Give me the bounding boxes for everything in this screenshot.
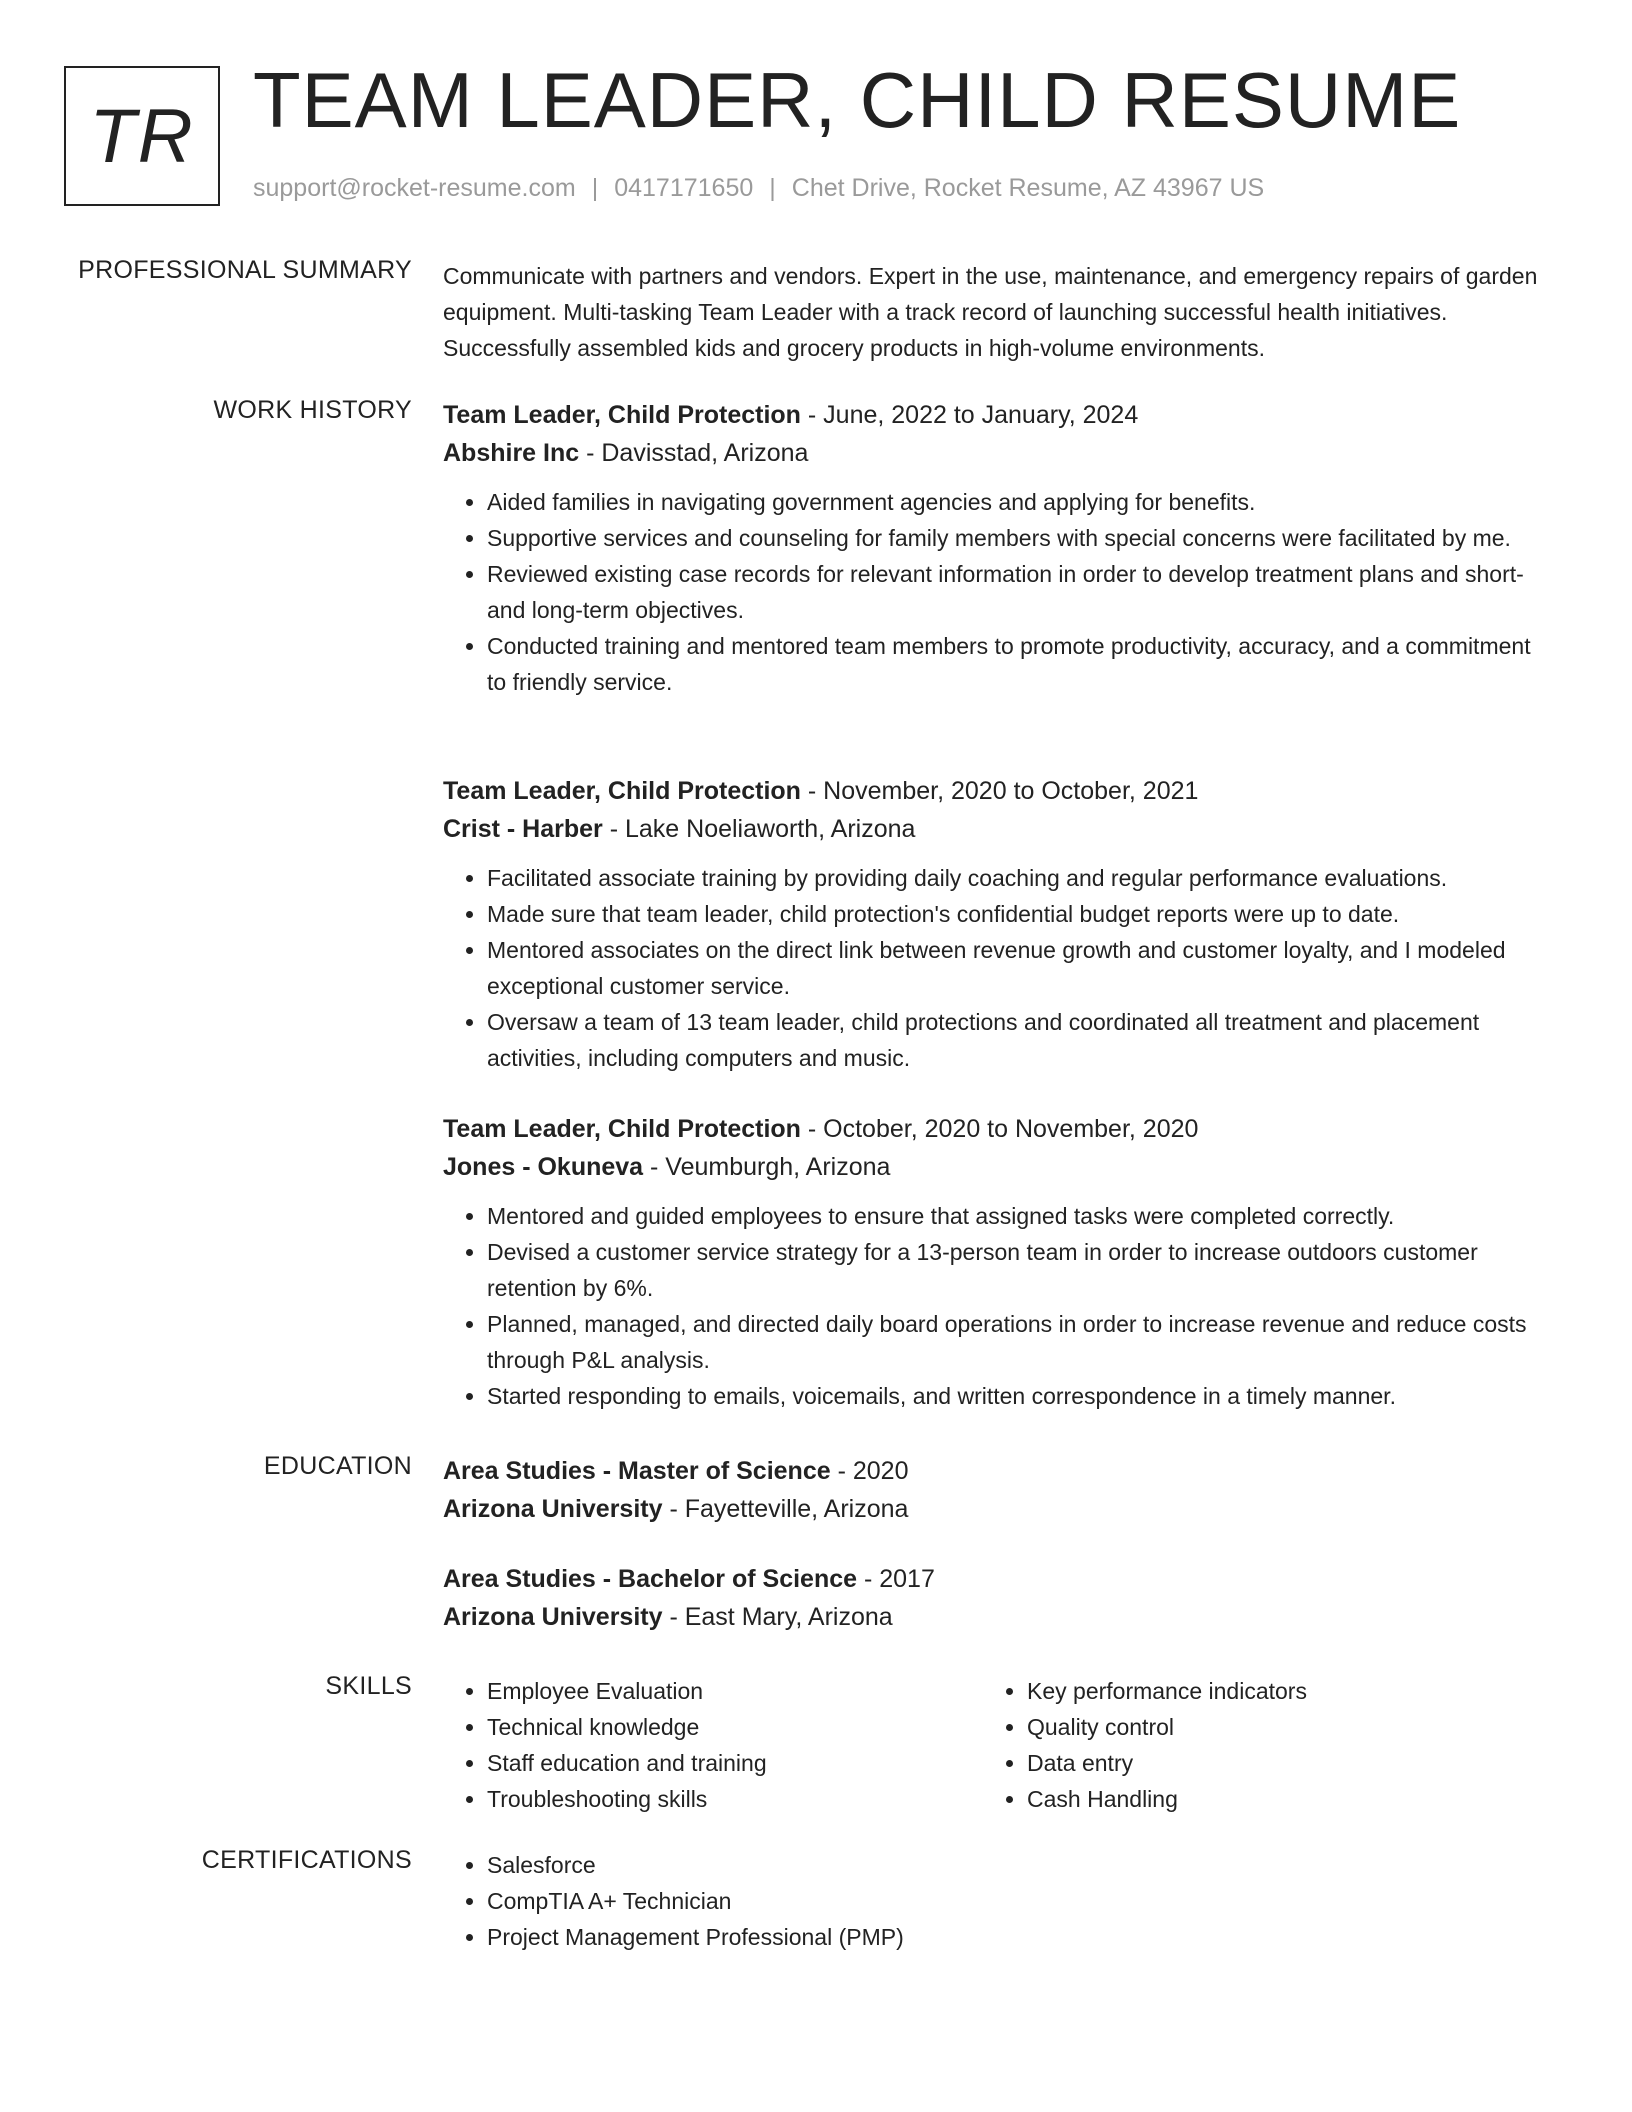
job-bullet: • Mentored associates on the direct link between revenue growth and customer loyalty, and I modeled exceptional customer service. [487, 932, 1555, 1004]
certification-item: • Salesforce [487, 1847, 1555, 1883]
education-entry [443, 1560, 935, 1636]
school-name: Arizona University [443, 1603, 663, 1631]
school-name: Arizona University [443, 1495, 663, 1523]
degree-year: - 2020 [830, 1457, 909, 1485]
company-name: Abshire Inc [443, 439, 580, 467]
skill-item: • Employee Evaluation [487, 1673, 987, 1709]
degree-year: - 2017 [857, 1565, 935, 1593]
monogram-box [64, 66, 220, 206]
company-location: - Lake Noeliaworth, Arizona [602, 815, 916, 843]
school-location: - East Mary, Arizona [662, 1603, 893, 1631]
job-bullet: • Reviewed existing case records for relevant information in order to develop treatment plans and short- and long-term objectives. [487, 556, 1555, 628]
job-title-line [443, 396, 1555, 434]
skills-list-left [443, 1673, 987, 1817]
job-bullet: • Planned, managed, and directed daily board operations in order to increase revenue and reduce costs through P&L analysis. [487, 1306, 1555, 1378]
company-name: Crist - Harber [443, 815, 603, 843]
contact-address: Chet Drive, Rocket Resume, AZ 43967 US [791, 174, 1265, 202]
job-bullet: • Mentored and guided employees to ensure that assigned tasks were completed correctly. [487, 1198, 1555, 1234]
section-label-skills: SKILLS [325, 1672, 412, 1700]
job-bullet: • Devised a customer service strategy for a 13-person team in order to increase outdoors customer retention by 6%. [487, 1234, 1555, 1306]
contact-phone[interactable]: 0417171650 [614, 174, 754, 202]
company-location: - Veumburgh, Arizona [643, 1153, 891, 1181]
job-bullet: • Conducted training and mentored team members to promote productivity, accuracy, and a commitment to friendly service. [487, 628, 1555, 700]
school-line [443, 1598, 935, 1636]
job-dates: - October, 2020 to November, 2020 [800, 1115, 1199, 1143]
certifications-list [443, 1847, 1555, 1955]
job-bullet: • Made sure that team leader, child protection's confidential budget reports were up to date. [487, 896, 1555, 932]
skill-item: • Quality control [1027, 1709, 1527, 1745]
skills-columns [443, 1673, 1555, 1817]
degree-line [443, 1452, 1555, 1490]
job-entry [443, 396, 1555, 700]
job-bullet: • Oversaw a team of 13 team leader, child protections and coordinated all treatment and placement activities, including computers and music. [487, 1004, 1555, 1076]
skill-item: • Data entry [1027, 1745, 1527, 1781]
certification-item: • CompTIA A+ Technician [487, 1883, 1555, 1919]
company-line [443, 1148, 1555, 1186]
job-bullets [443, 484, 1555, 700]
education-entry [443, 1452, 1555, 1528]
company-line [443, 434, 1555, 472]
contact-separator: | [591, 174, 599, 202]
job-title-line [443, 1110, 1555, 1148]
contact-separator: | [769, 174, 776, 202]
job-bullet: • Aided families in navigating government agencies and applying for benefits. [487, 484, 1555, 520]
school-location: - Fayetteville, Arizona [662, 1495, 909, 1523]
resume-title: TEAM LEADER, CHILD RESUME [253, 56, 1462, 144]
job-bullet: • Supportive services and counseling for family members with special concerns were facilitated by me. [487, 520, 1555, 556]
degree-name: Area Studies - Bachelor of Science [443, 1565, 858, 1593]
job-title: Team Leader, Child Protection [443, 1115, 801, 1143]
section-label-work-history: WORK HISTORY [213, 396, 412, 424]
section-label-certifications: CERTIFICATIONS [201, 1846, 412, 1874]
section-label-summary: PROFESSIONAL SUMMARY [78, 256, 412, 284]
job-bullet: • Started responding to emails, voicemails, and written correspondence in a timely manner. [487, 1378, 1555, 1414]
job-title: Team Leader, Child Protection [443, 777, 801, 805]
job-bullet: • Facilitated associate training by providing daily coaching and regular performance evaluations. [487, 860, 1555, 896]
section-label-education: EDUCATION [263, 1452, 412, 1480]
degree-name: Area Studies - Master of Science [443, 1457, 831, 1485]
skill-item: • Troubleshooting skills [487, 1781, 987, 1817]
summary-text: Communicate with partners and vendors. Expert in the use, maintenance, and emergency repairs of garden equipment. Multi-tasking Team Leader with a track record of launching successful health initiatives. Successfully assembled kids and grocery products in high-volume environments. [443, 263, 1538, 361]
job-bullets [443, 1198, 1555, 1414]
skill-item: • Cash Handling [1027, 1781, 1527, 1817]
job-title-line [443, 772, 1555, 810]
skills-list-right [983, 1673, 1527, 1817]
job-dates: - November, 2020 to October, 2021 [800, 777, 1199, 805]
skill-item: • Key performance indicators [1027, 1673, 1527, 1709]
degree-line [443, 1560, 935, 1598]
contact-email[interactable]: support@rocket-resume.com [253, 174, 576, 202]
job-entry [443, 1110, 1555, 1414]
job-bullets [443, 860, 1555, 1076]
contact-line [253, 174, 1264, 203]
skill-item: • Staff education and training [487, 1745, 987, 1781]
company-location: - Davisstad, Arizona [579, 439, 809, 467]
school-line [443, 1490, 1555, 1528]
company-line [443, 810, 1555, 848]
skill-item: • Technical knowledge [487, 1709, 987, 1745]
monogram-initials: TR [89, 93, 195, 179]
job-entry [443, 772, 1555, 1076]
certification-item: • Project Management Professional (PMP) [487, 1919, 1555, 1955]
job-dates: - June, 2022 to January, 2024 [800, 401, 1139, 429]
company-name: Jones - Okuneva [443, 1153, 644, 1181]
job-title: Team Leader, Child Protection [443, 401, 801, 429]
